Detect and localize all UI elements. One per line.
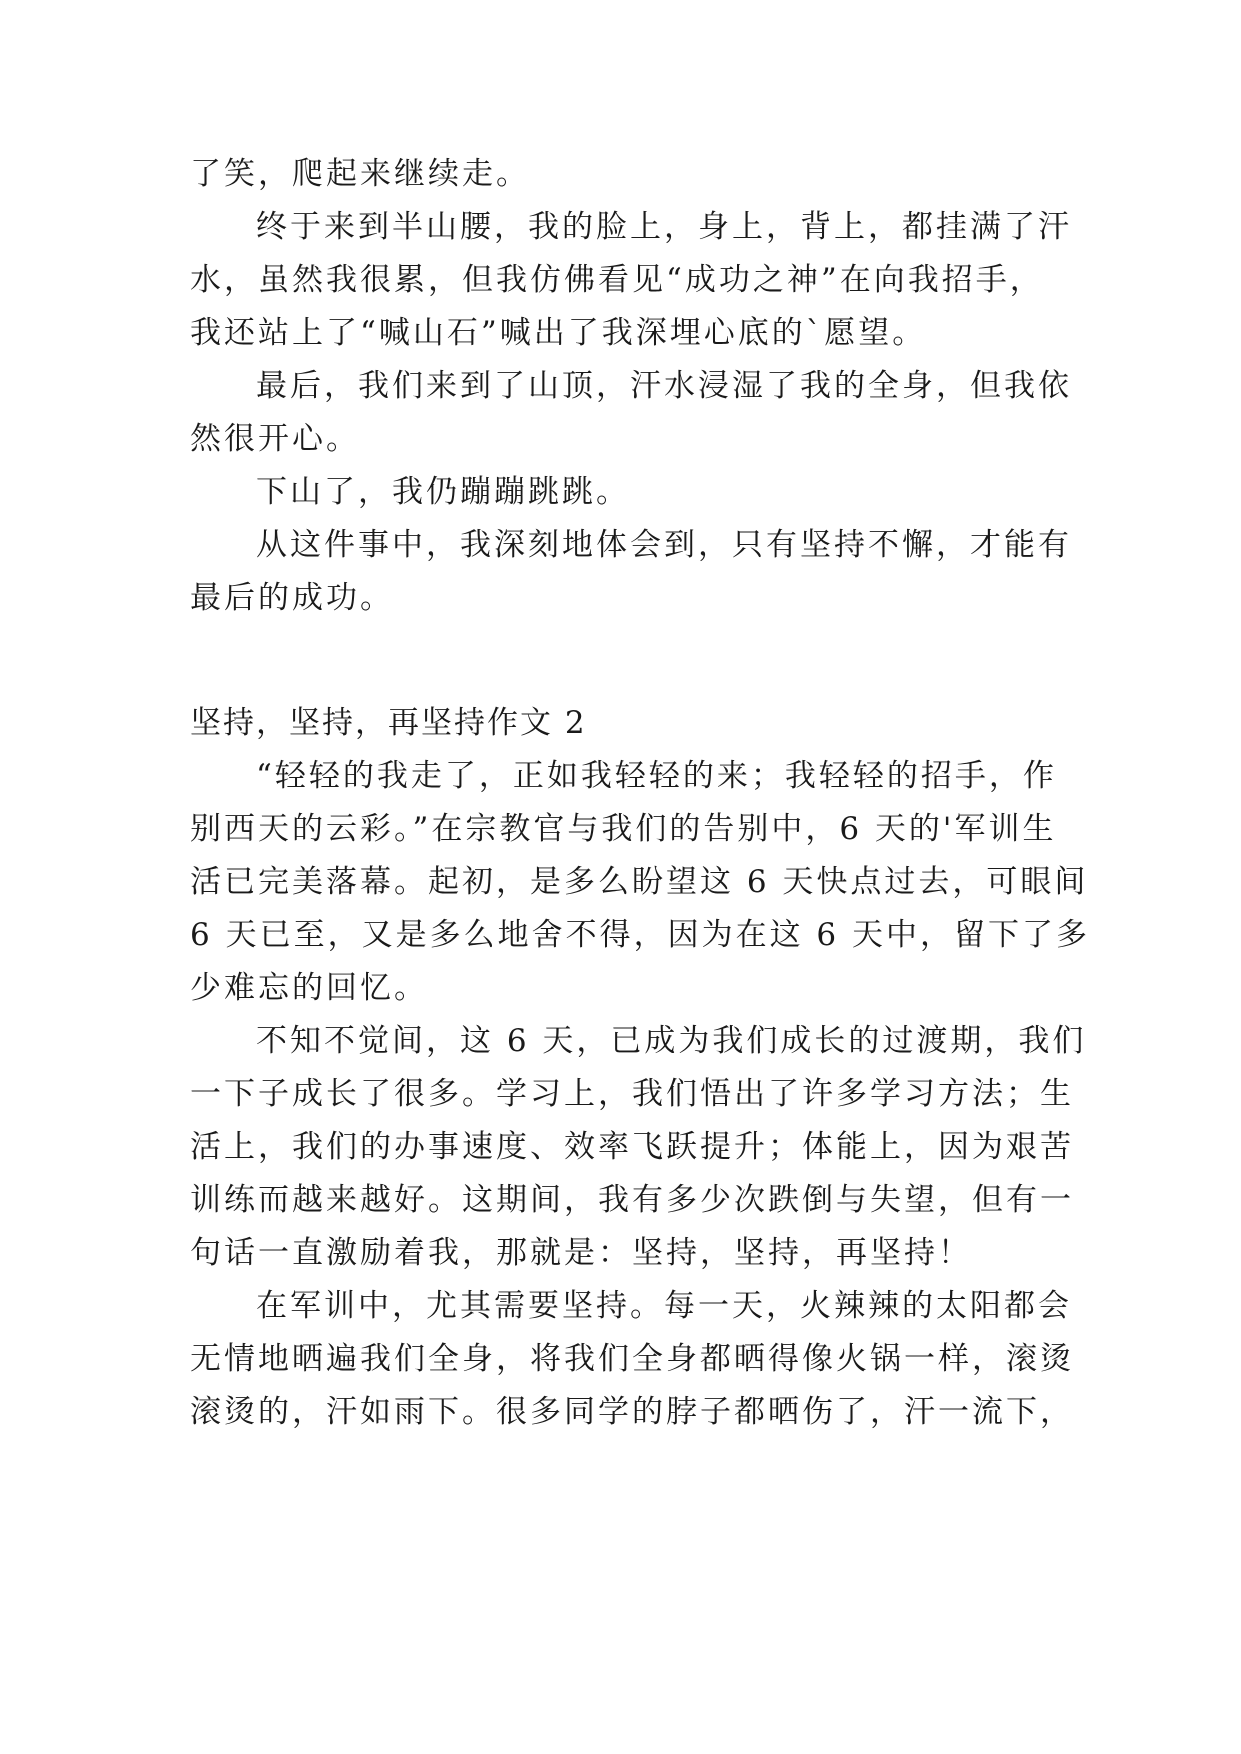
text-line: 了笑，爬起来继续走。 [190,156,530,192]
text-line: 从这件事中，我深刻地体会到，只有坚持不懈，才能有 [256,527,1072,563]
paragraph [190,148,1070,201]
text-line: 活已完美落幕。起初，是多么盼望这 6 天快点过去，可眼间 [190,864,1089,900]
text-line: 不知不觉间，这 6 天，已成为我们成长的过渡期，我们 [256,1023,1087,1059]
text-line: 水，虽然我很累，但我仿佛看见“成功之神”在向我招手， [190,262,1044,298]
text-line: 6 天已至，又是多么地舍不得，因为在这 6 天中，留下了多 [190,917,1091,953]
text-line: 滚烫的，汗如雨下。很多同学的脖子都晒伤了，汗一流下， [190,1394,1074,1430]
text-line: 活上，我们的办事速度、效率飞跃提升；体能上，因为艰苦 [190,1129,1074,1165]
paragraph [190,519,1070,625]
paragraph [190,1015,1087,1280]
text-line: 终于来到半山腰，我的脸上，身上，背上，都挂满了汗 [256,209,1072,245]
text-line: 最后，我们来到了山顶，汗水浸湿了我的全身，但我依 [256,368,1072,404]
text-line: 然很开心。 [190,421,360,457]
text-line: 一下子成长了很多。学习上，我们悟出了许多学习方法；生 [190,1076,1074,1112]
document-page [190,148,1091,1439]
text-line: 下山了，我仍蹦蹦跳跳。 [256,474,630,510]
paragraph [190,201,1070,360]
text-line: 在军训中，尤其需要坚持。每一天，火辣辣的太阳都会 [256,1288,1072,1324]
text-line: 句话一直激励着我，那就是：坚持，坚持，再坚持！ [190,1235,972,1271]
text-line: 训练而越来越好。这期间，我有多少次跌倒与失望，但有一 [190,1182,1074,1218]
text-line: 最后的成功。 [190,580,394,616]
section-title: 坚持，坚持，再坚持作文 2 [190,705,587,741]
text-line: “轻轻的我走了，正如我轻轻的来；我轻轻的招手，作 [256,758,1057,794]
paragraph [190,466,1070,519]
text-line: 少难忘的回忆。 [190,970,428,1006]
text-line: 我还站上了“喊山石”喊出了我深埋心底的`愿望。 [190,315,927,351]
paragraph [190,360,1070,466]
paragraph [190,750,1091,1015]
text-line: 别西天的云彩。”在宗教官与我们的告别中，6 天的'军训生 [190,811,1057,847]
section-spacer [190,625,1070,697]
paragraph [190,1280,1074,1439]
text-line: 无情地晒遍我们全身，将我们全身都晒得像火锅一样，滚烫 [190,1341,1074,1377]
